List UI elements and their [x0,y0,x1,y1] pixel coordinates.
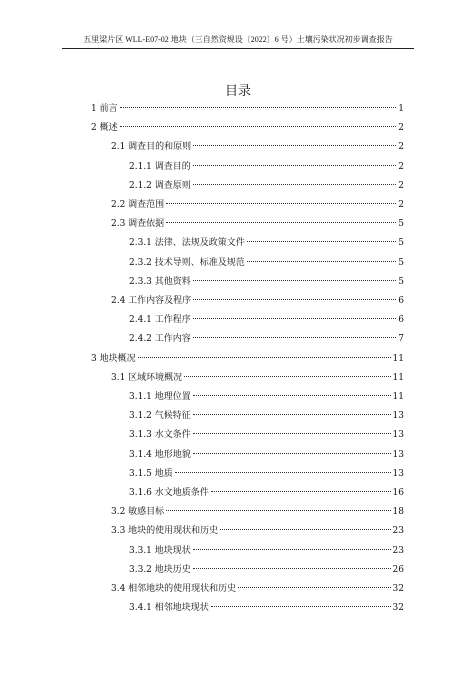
toc-entry[interactable] [129,487,404,499]
toc-entry-label: 2.4.1 工作程序 [129,315,191,326]
toc-entry[interactable] [129,161,404,173]
toc-entry[interactable] [129,237,404,249]
toc-entry[interactable] [111,295,404,307]
toc-entry[interactable] [129,410,404,422]
toc-entry-label: 2.1 调查目的和原则 [111,142,192,153]
toc-entry-page: 2 [398,200,404,210]
toc-entry-page: 6 [398,296,404,306]
toc-entry-label: 2.2 调查范围 [111,200,165,210]
toc-entry-page: 5 [398,257,404,268]
toc-entry-page: 13 [392,430,404,441]
toc-entry-page: 6 [398,315,404,326]
toc-entry-label: 2.4 工作内容及程序 [111,296,192,306]
toc-entry-page: 11 [392,372,404,383]
toc-entry-page: 11 [392,392,404,402]
dot-leader [120,126,397,127]
dot-leader [184,376,390,377]
dot-leader [166,203,396,204]
dot-leader [211,491,391,492]
dot-leader [211,606,391,607]
toc-entry-page: 7 [398,334,404,345]
toc-entry[interactable] [129,257,404,269]
dot-leader [193,184,397,185]
toc-entry[interactable] [111,583,404,595]
toc-entry-page: 13 [392,449,404,460]
toc-entry[interactable] [129,333,404,345]
toc-entry-label: 3.1.1 地理位置 [129,392,191,402]
toc-entry-label: 3.1.2 气候特征 [129,411,191,422]
toc-entry-page: 32 [392,584,404,594]
toc-entry-page: 5 [398,219,404,230]
toc-entry-label: 2.3.3 其他资料 [129,276,191,287]
dot-leader [175,472,391,473]
toc-entry-page: 26 [392,564,404,575]
toc-entry-label: 3.4.1 相邻地块现状 [129,603,209,614]
toc-entry-page: 16 [392,488,404,498]
dot-leader [193,549,391,550]
toc-entry-page: 13 [392,411,404,422]
dot-leader [166,510,390,511]
toc-entry-page: 13 [392,468,404,479]
toc-entry-label: 2 概述 [91,123,118,134]
toc-entry[interactable] [129,276,404,288]
toc-entry-page: 2 [398,161,404,172]
toc-entry[interactable] [111,141,404,153]
dot-leader [120,107,397,108]
toc-entry[interactable] [129,449,404,461]
dot-leader [193,414,391,415]
toc-entry-page: 18 [392,507,404,518]
dot-leader [193,395,391,396]
dot-leader [193,337,397,338]
toc-entry[interactable] [111,218,404,230]
toc-entry[interactable] [129,429,404,441]
toc-entry[interactable] [129,180,404,192]
toc-entry-page: 2 [398,142,404,153]
toc-entry-label: 3.3 地块的使用现状和历史 [111,526,219,537]
toc-entry-label: 1 前言 [91,104,118,114]
toc-entry[interactable] [111,506,404,518]
toc-entry[interactable] [91,353,404,365]
toc-entry[interactable] [129,545,404,557]
toc-entry-label: 2.1.2 调查原则 [129,180,191,191]
toc-entry-label: 3.1 区域环境概况 [111,372,183,383]
toc-entry[interactable] [129,564,404,576]
dot-leader [247,261,397,262]
dot-leader [247,241,397,242]
toc-entry-label: 2.4.2 工作内容 [129,334,191,345]
toc-entry-label: 3.1.6 水文地质条件 [129,488,209,498]
toc-entry-page: 2 [398,180,404,191]
toc-entry-page: 5 [398,276,404,287]
running-header: 五里梁片区 WLL-E07-02 地块（三自然资规设〔2022〕6 号）土壤污染状况初步调查报告 [83,35,393,44]
toc-entry-label: 3 地块概况 [91,353,136,364]
toc-entry[interactable] [91,122,404,134]
dot-leader [238,587,390,588]
dot-leader [166,222,396,223]
toc-entry-label: 2.3.1 法律、法规及政策文件 [129,238,245,249]
toc-entry-page: 11 [392,353,404,364]
toc-entry-page: 32 [392,603,404,614]
toc-entry-label: 3.3.2 地块历史 [129,564,191,575]
toc-entry-page: 5 [398,238,404,249]
toc-entry-label: 3.1.4 地形地貌 [129,449,191,460]
toc-entry-label: 2.3 调查依据 [111,219,165,230]
toc-title: 目录 [224,84,251,99]
dot-leader [138,357,391,358]
toc-entry[interactable] [111,199,404,211]
toc-entry[interactable] [129,468,404,480]
toc-entry-page: 23 [392,526,404,537]
toc-entry-label: 3.1.3 水文条件 [129,430,191,441]
toc-entry-label: 3.1.5 地质 [129,468,173,479]
toc-entry[interactable] [91,103,404,115]
dot-leader [193,568,391,569]
dot-leader [193,433,391,434]
toc-entry-label: 2.1.1 调查目的 [129,161,191,172]
toc-entry-label: 2.3.2 技术导则、标准及规范 [129,257,245,268]
toc-entry-page: 23 [392,545,404,556]
toc-entry-page: 2 [398,123,404,134]
dot-leader [193,145,396,146]
dot-leader [193,299,396,300]
toc-entry[interactable] [111,525,404,537]
dot-leader [193,453,391,454]
dot-leader [220,529,390,530]
toc-entry-label: 3.3.1 地块现状 [129,545,191,556]
toc-entry-label: 3.4 相邻地块的使用现状和历史 [111,584,237,594]
toc-entry-page: 1 [398,104,404,114]
dot-leader [193,318,397,319]
dot-leader [193,280,397,281]
toc-entry[interactable] [129,602,404,614]
toc-entry[interactable] [129,314,404,326]
dot-leader [193,165,397,166]
header-rule [62,48,414,49]
toc-entry-label: 3.2 敏感目标 [111,507,165,518]
toc-entry[interactable] [129,391,404,403]
toc-entry[interactable] [111,372,404,384]
